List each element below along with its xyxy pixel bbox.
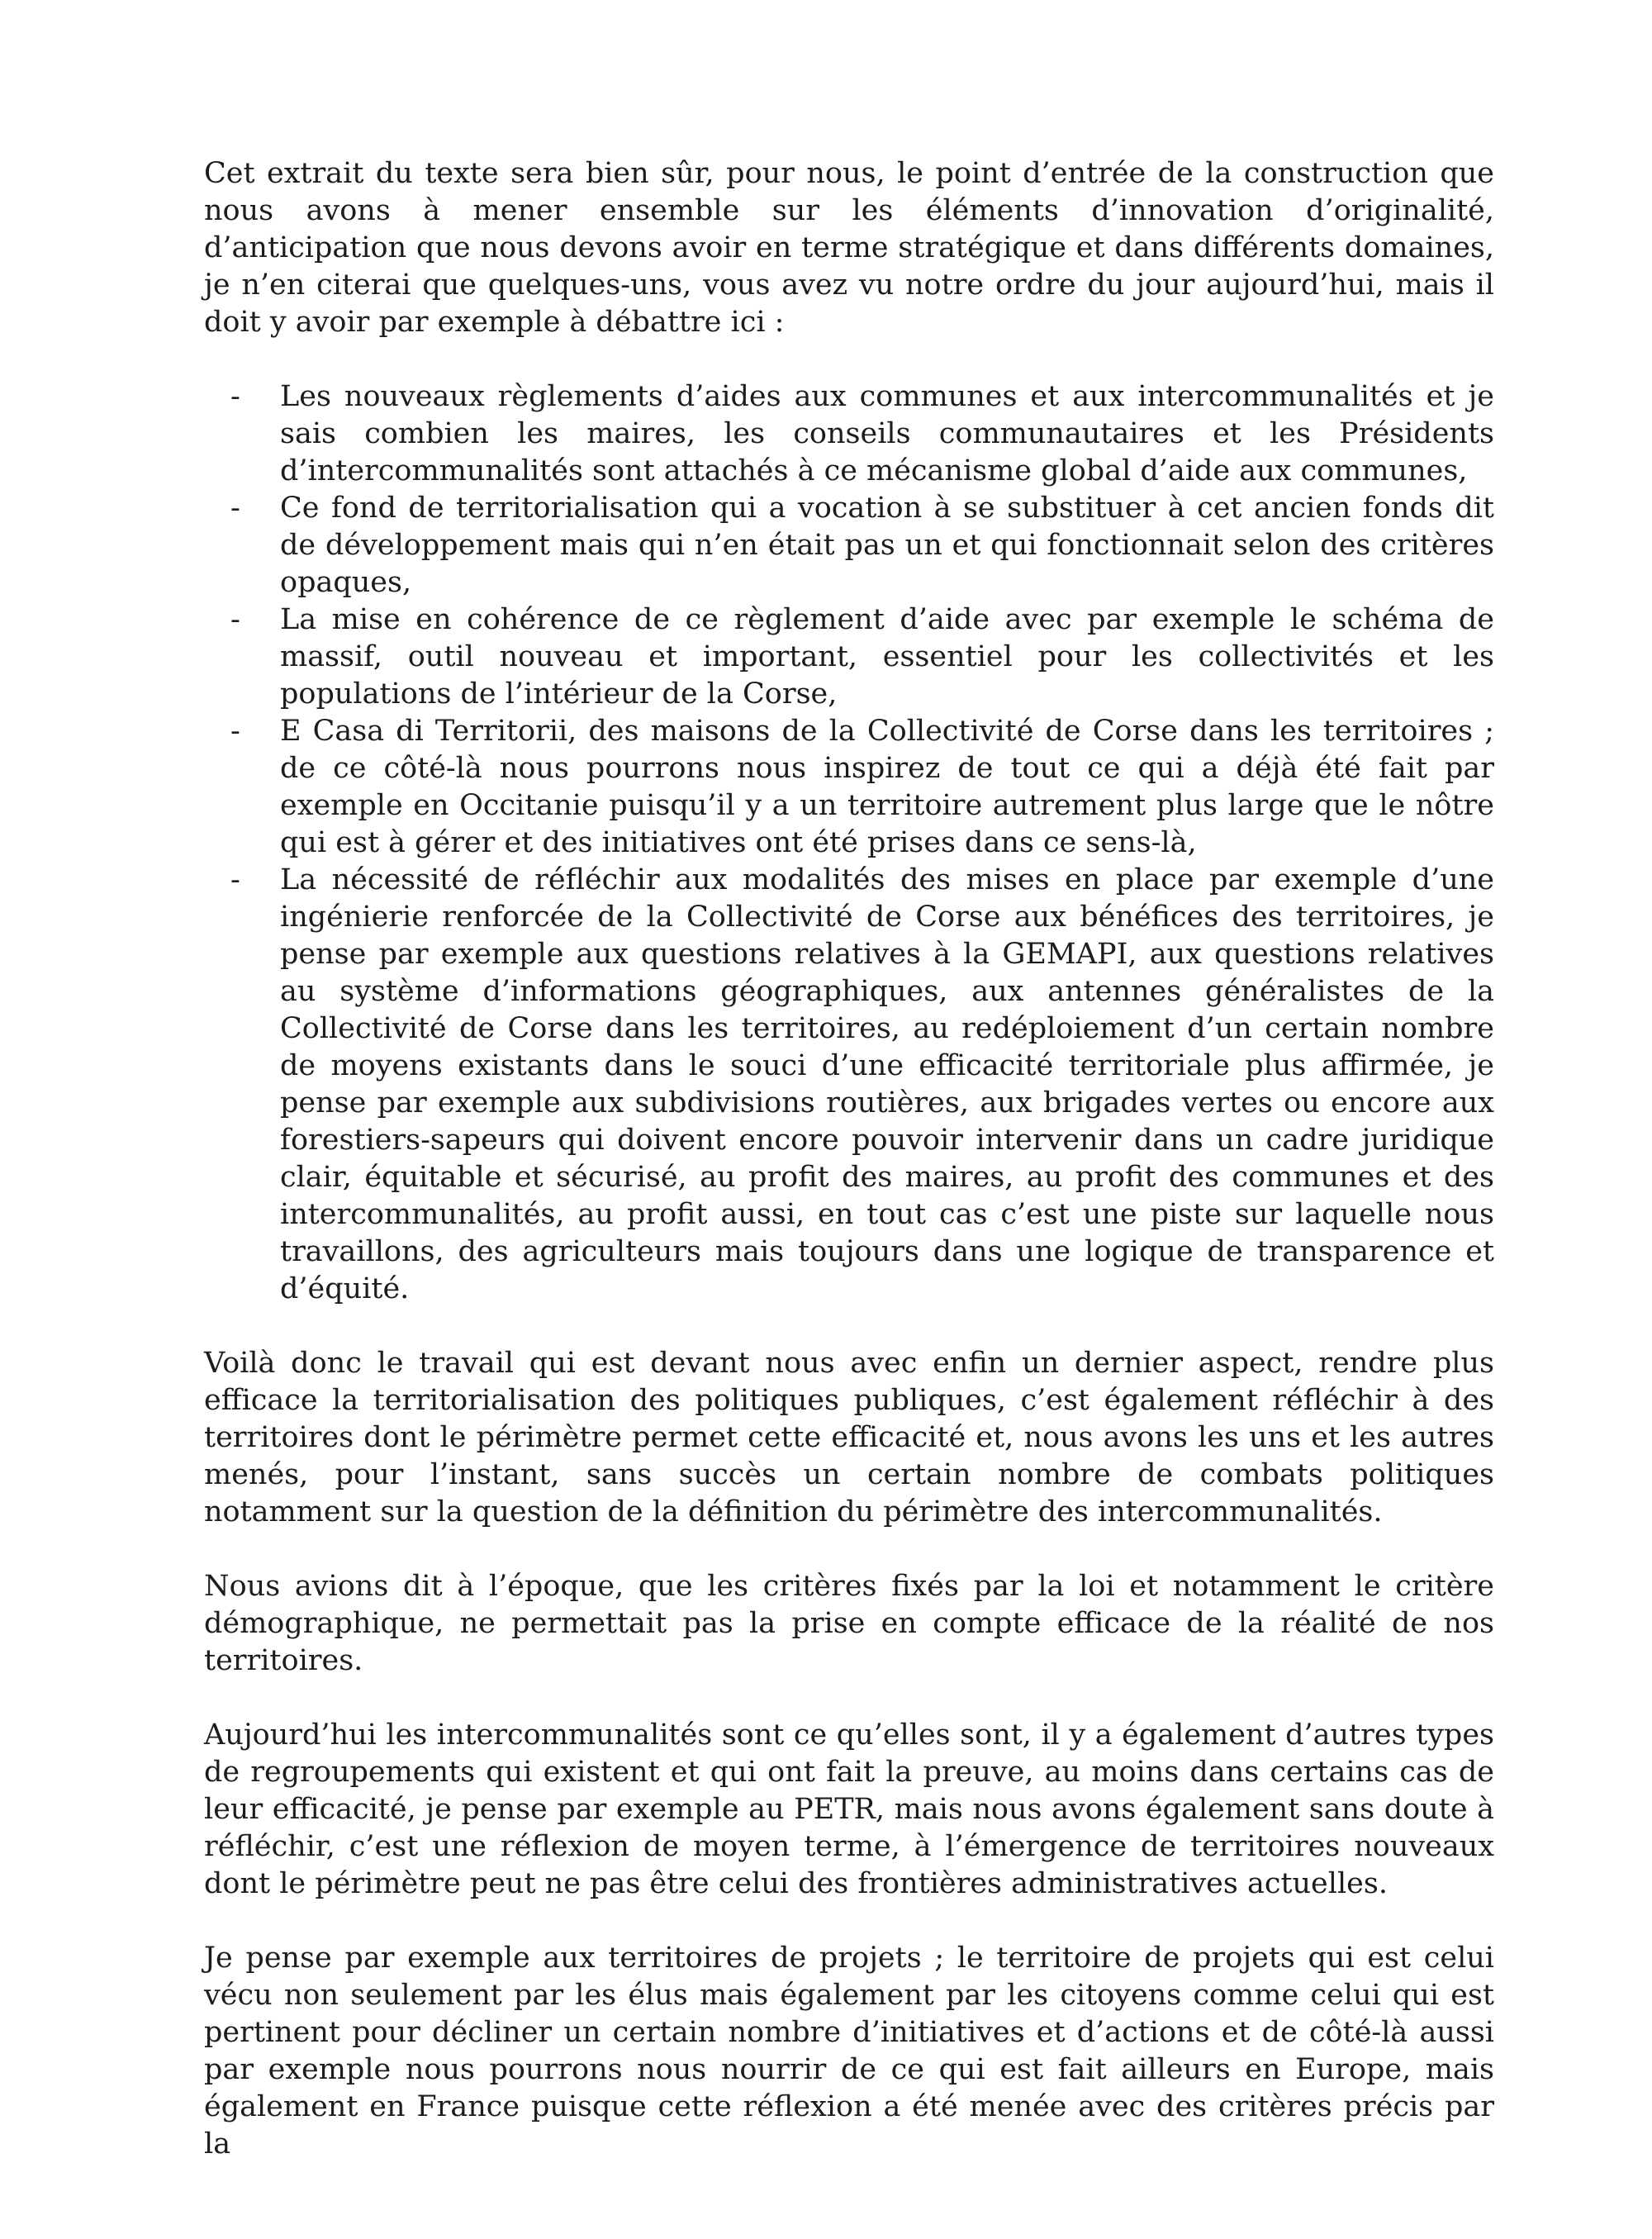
paragraph-epoque: Nous avions dit à l’époque, que les critères fixés par la loi et notamment le critère démographique, ne permettait pas la prise en compte efficace de la réalité de nos territoires. xyxy=(204,1570,1494,1677)
bullet-dash: - xyxy=(230,715,240,748)
bullet-item-schema-massif xyxy=(204,601,1494,713)
bullet-dash: - xyxy=(230,492,240,525)
bullet-text: Les nouveaux règlements d’aides aux communes et aux intercommunalités et je sais combien les maires, les conseils communautaires et les Présidents d’intercommunalités sont attachés à ce mécanisme global d’aide aux communes, xyxy=(280,380,1494,487)
bullet-text: La nécessité de réfléchir aux modalités des mises en place par exemple d’une ingénierie renforcée de la Collectivité de Corse aux bénéfices des territoires, je pense par exemple aux questions relatives à la GEMAPI, aux questions relatives au système d’informations géographiques, aux antennes généralistes de la Collectivité de Corse dans les territoires, au redéploiement d’un certain nombre de moyens existants dans le souci d’une efficacité territoriale plus affirmée, je pense par exemple aux subdivisions routières, aux brigades vertes ou encore aux forestiers-sapeurs qui doivent encore pouvoir intervenir dans un cadre juridique clair, équitable et sécurisé, au profit des maires, au profit des communes et des intercommunalités, au profit aussi, en tout cas c’est une piste sur laquelle nous travaillons, des agriculteurs mais toujours dans une logique de transparence et d’équité. xyxy=(280,863,1494,1305)
intro-paragraph: Cet extrait du texte sera bien sûr, pour nous, le point d’entrée de la construction que nous avons à mener ensemble sur les éléments d’innovation d’originalité, d’anticipation que nous devons avoir en terme stratégique et dans différents domaines, je n’en citerai que quelques-uns, vous avez vu notre ordre du jour aujourd’hui, mais il doit y avoir par exemple à débattre ici : xyxy=(204,157,1494,339)
paragraph-territoires-projets: Je pense par exemple aux territoires de projets ; le territoire de projets qui est celui vécu non seulement par les élus mais également par les citoyens comme celui qui est pertinent pour décliner un certain nombre d’initiatives et d’actions et de côté-là aussi par exemple nous pourrons nous nourrir de ce qui est fait ailleurs en Europe, mais également en France puisque cette réflexion a été menée avec des critères précis par la xyxy=(204,1942,1494,2161)
bullet-dash: - xyxy=(230,603,240,636)
bullet-dash: - xyxy=(230,380,240,413)
bullet-text: La mise en cohérence de ce règlement d’aide avec par exemple le schéma de massif, outil nouveau et important, essentiel pour les collectivités et les populations de l’intérieur de la Corse, xyxy=(280,603,1494,711)
bullet-list xyxy=(204,378,1494,1308)
document-body xyxy=(204,155,1494,2200)
bullet-item-aides-communes xyxy=(204,378,1494,490)
bullet-text: Ce fond de territorialisation qui a vocation à se substituer à cet ancien fonds dit de développement mais qui n’en était pas un et qui fonctionnait selon des critères opaques, xyxy=(280,492,1494,599)
bullet-item-fond-territorialisation xyxy=(204,490,1494,601)
bullet-item-casa-territorii xyxy=(204,713,1494,862)
bullet-text: E Casa di Territorii, des maisons de la Collectivité de Corse dans les territoires ; de ce côté-là nous pourrons nous inspirez de tout ce qui a déjà été fait par exemple en Occitanie puisqu’il y a un territoire autrement plus large que le nôtre qui est à gérer et des initiatives ont été prises dans ce sens-là, xyxy=(280,715,1494,859)
paragraph-voila: Voilà donc le travail qui est devant nous avec enfin un dernier aspect, rendre plus efficace la territorialisation des politiques publiques, c’est également réfléchir à des territoires dont le périmètre permet cette efficacité et, nous avons les uns et les autres menés, pour l’instant, sans succès un certain nombre de combats politiques notamment sur la question de la définition du périmètre des intercommunalités. xyxy=(204,1347,1494,1528)
paragraph-aujourdhui: Aujourd’hui les intercommunalités sont ce qu’elles sont, il y a également d’autres types de regroupements qui existent et qui ont fait la preuve, au moins dans certains cas de leur efficacité, je pense par exemple au PETR, mais nous avons également sans doute à réfléchir, c’est une réflexion de moyen terme, à l’émergence de territoires nouveaux dont le périmètre peut ne pas être celui des frontières administratives actuelles. xyxy=(204,1718,1494,1900)
bullet-item-ingenierie xyxy=(204,862,1494,1308)
bullet-dash: - xyxy=(230,863,240,896)
